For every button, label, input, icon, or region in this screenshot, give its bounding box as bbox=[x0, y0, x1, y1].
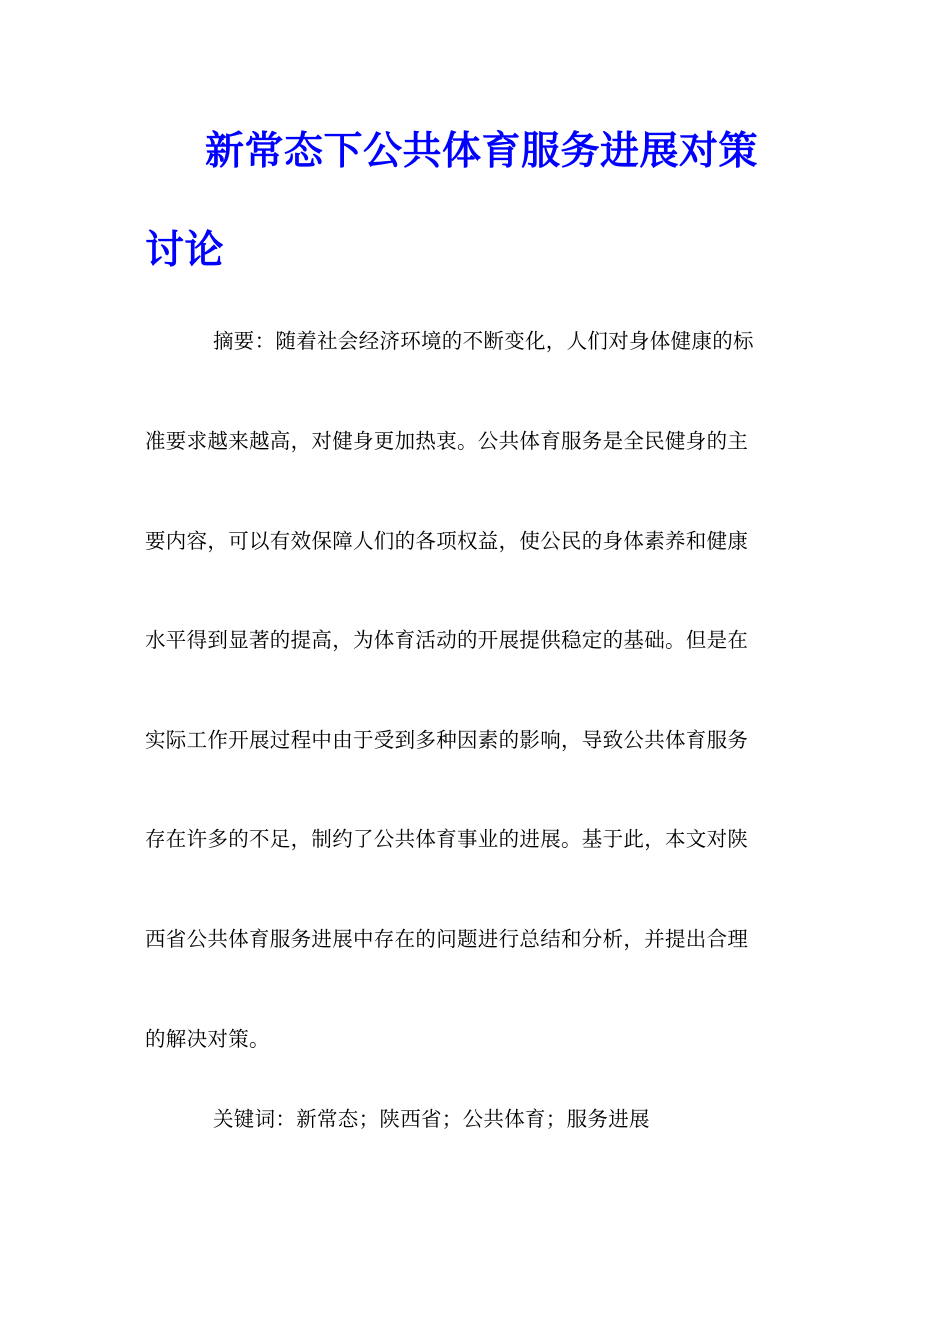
document-title-line-1: 新常态下公共体育服务进展对策 bbox=[205, 129, 759, 174]
abstract-line: 的解决对策。 bbox=[145, 1027, 270, 1051]
abstract-line: 摘要：随着社会经济环境的不断变化，人们对身体健康的标 bbox=[213, 329, 754, 353]
abstract-line: 存在许多的不足，制约了公共体育事业的进展。基于此，本文对陕 bbox=[145, 827, 749, 851]
abstract-line: 准要求越来越高，对健身更加热衷。公共体育服务是全民健身的主 bbox=[145, 429, 749, 453]
abstract-line: 水平得到显著的提高，为体育活动的开展提供稳定的基础。但是在 bbox=[145, 628, 749, 652]
abstract-line: 西省公共体育服务进展中存在的问题进行总结和分析，并提出合理 bbox=[145, 927, 749, 951]
abstract-line: 实际工作开展过程中由于受到多种因素的影响，导致公共体育服务 bbox=[145, 728, 749, 752]
abstract-line: 要内容，可以有效保障人们的各项权益，使公民的身体素养和健康 bbox=[145, 529, 749, 553]
document-title-line-2: 讨论 bbox=[145, 228, 225, 273]
keywords-line: 关键词：新常态；陕西省；公共体育；服务进展 bbox=[213, 1107, 650, 1131]
